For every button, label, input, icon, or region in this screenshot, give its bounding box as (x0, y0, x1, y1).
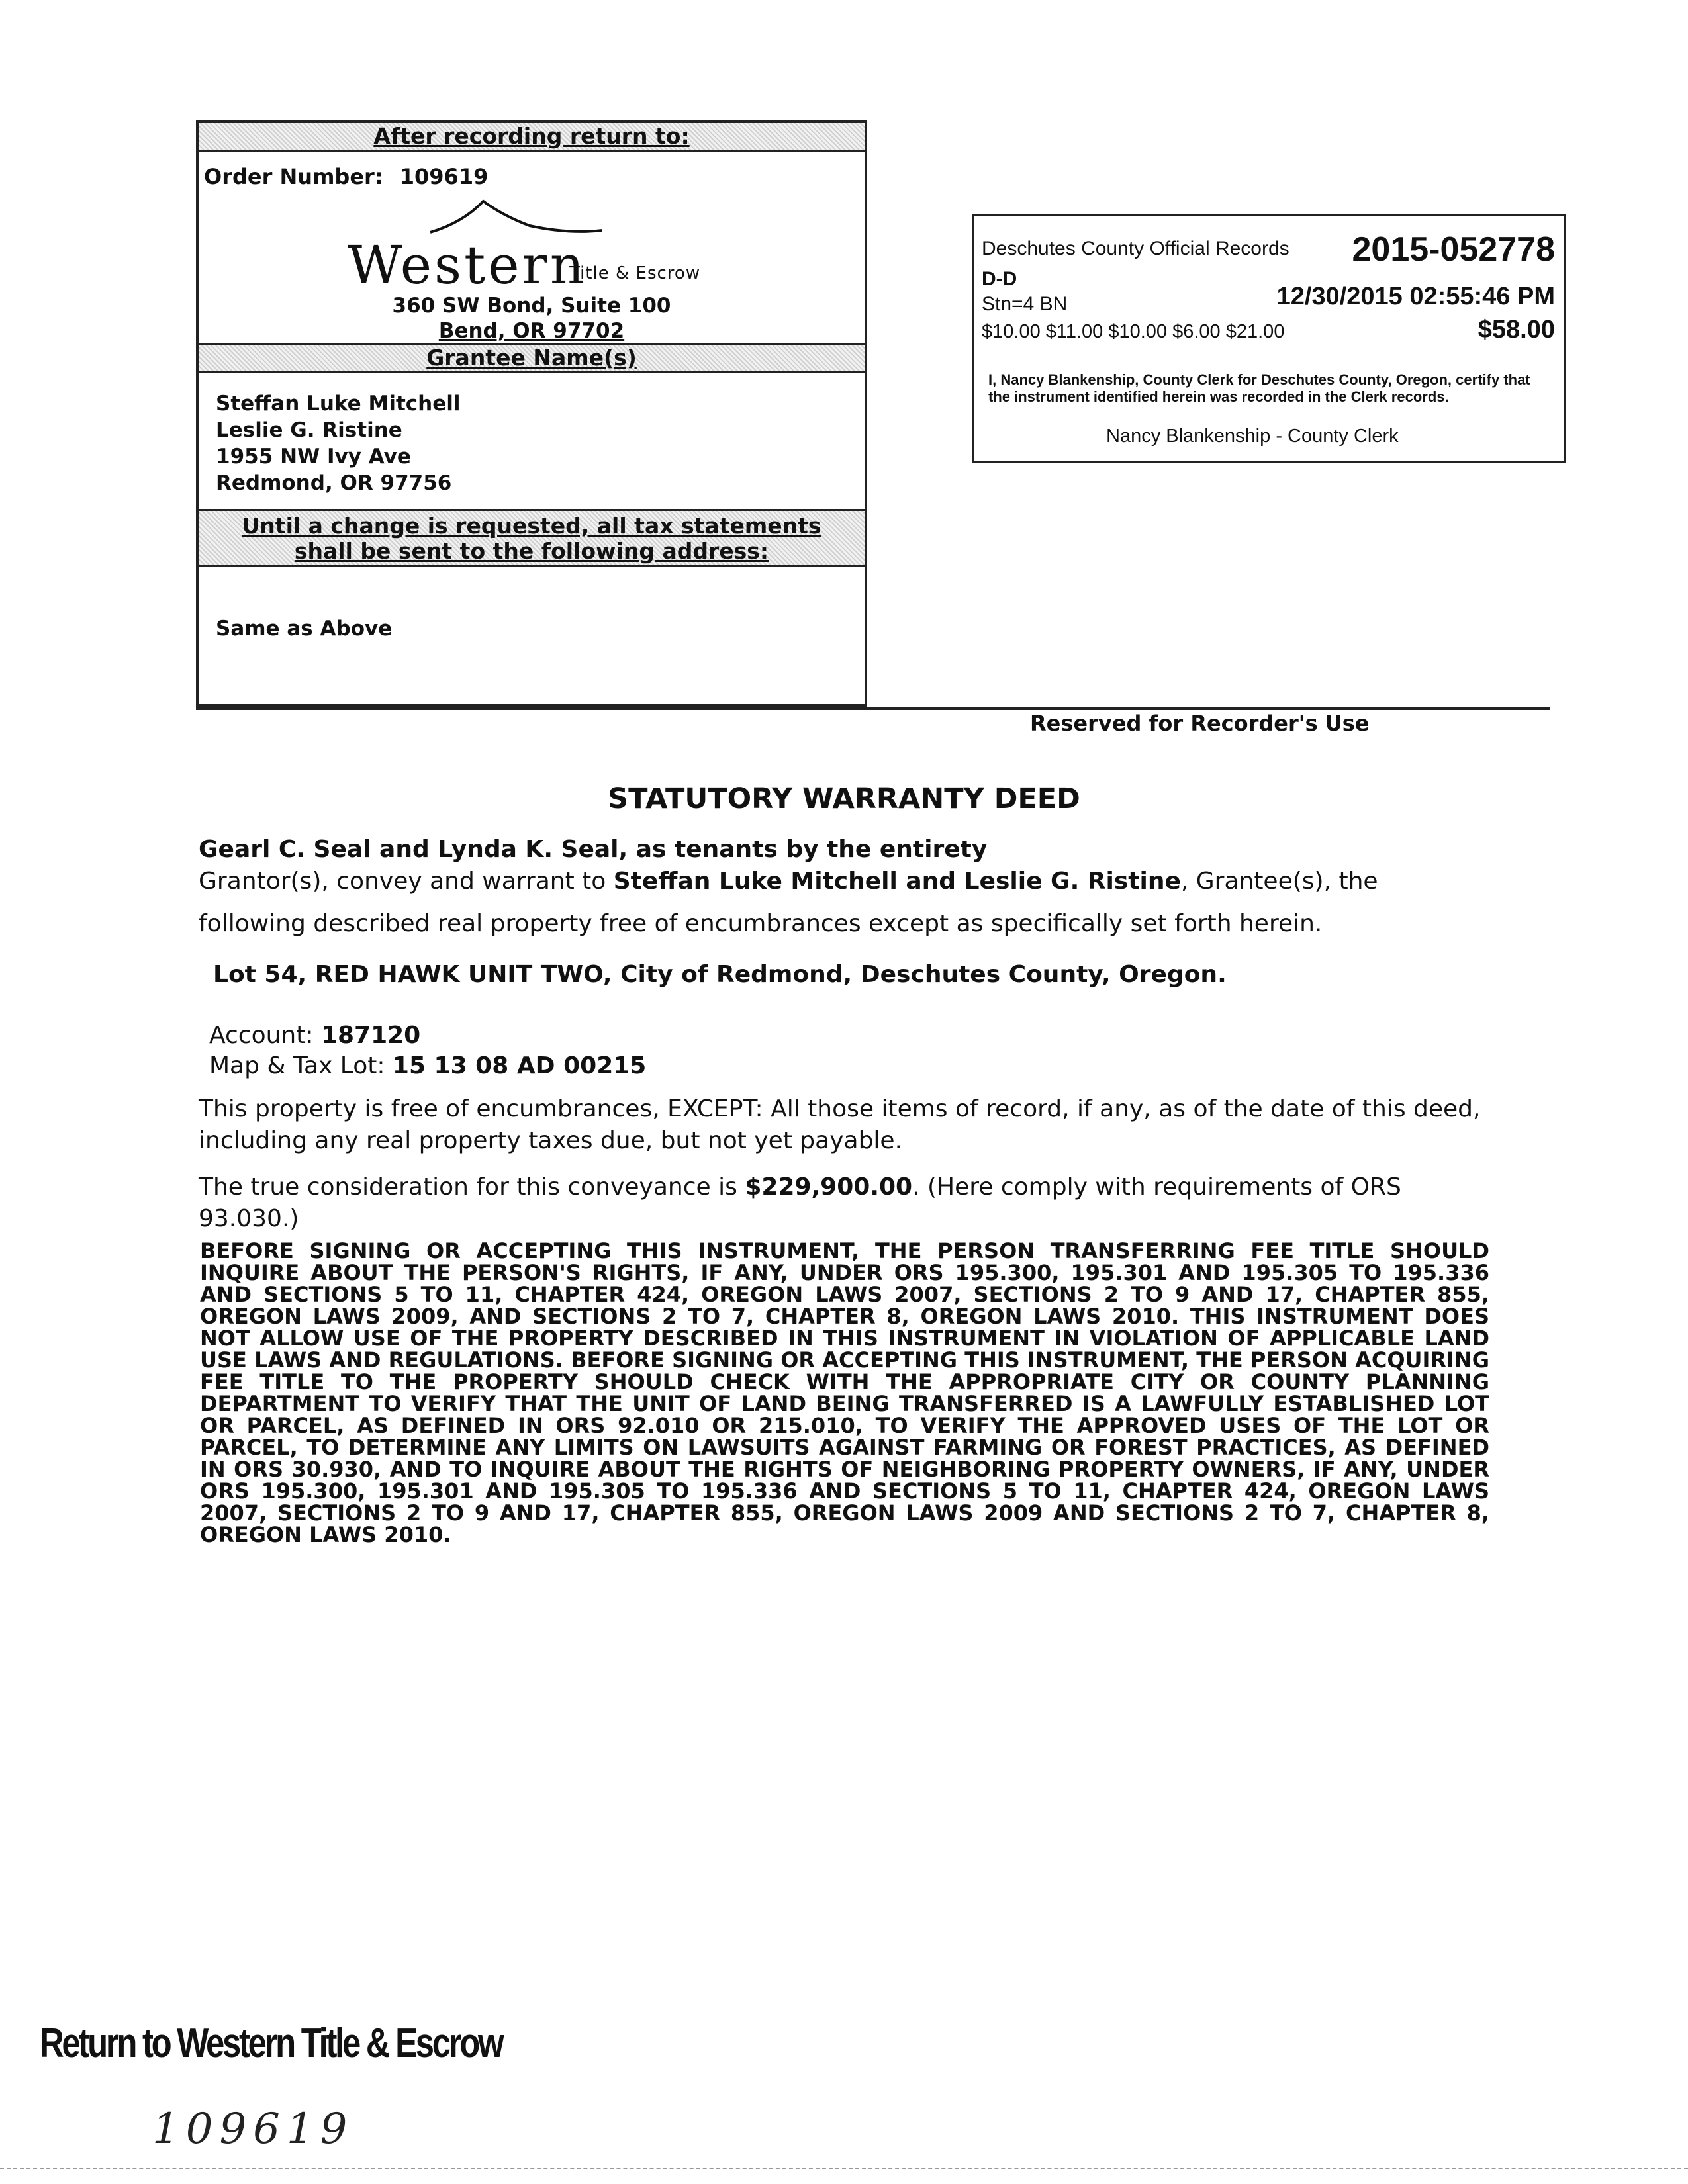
tax-statement-header (199, 511, 865, 567)
document-type: D-D (982, 268, 1017, 290)
company-logo-subtitle: Title & Escrow (569, 263, 701, 283)
recording-datetime: 12/30/2015 02:55:46 PM (1276, 283, 1555, 310)
convey-grantees: Steffan Luke Mitchell and Leslie G. Ristine (613, 868, 1181, 895)
consideration-text-cont: . (Here comply with requirements of ORS 93.030.) (199, 1173, 1401, 1232)
consideration-amount: $229,900.00 (745, 1173, 913, 1201)
recorder-divider (196, 707, 1550, 710)
account-line (209, 1022, 420, 1049)
page-bottom-edge (0, 2168, 1688, 2169)
deed-title: STATUTORY WARRANTY DEED (608, 782, 1080, 815)
map-tax-lot-label: Map & Tax Lot: (209, 1052, 393, 1079)
grantee-section (199, 345, 865, 511)
return-address-box (196, 120, 867, 707)
return-address-line1: 360 SW Bond, Suite 100 (392, 294, 671, 318)
recorder-stamp-box (972, 214, 1566, 463)
convey-text-cont: , Grantee(s), the following described real property free of encumbrances except as specifically set forth herein. (199, 868, 1378, 937)
return-address-line2: Bend, OR 97702 (438, 319, 625, 343)
convey-text: Grantor(s), convey and warrant to (199, 868, 614, 895)
recording-fees: $10.00 $11.00 $10.00 $6.00 $21.00 (982, 321, 1285, 342)
statutory-notice: BEFORE SIGNING OR ACCEPTING THIS INSTRUMENT, THE PERSON TRANSFERRING FEE TITLE SHOULD INQUIRE ABOUT THE PERSON'S RIGHTS, IF ANY, UNDER ORS 195.300, 195.301 AND 195.305 TO 195.336 AND SECTIONS 5 TO 11, CHAPTER 424, OREGON LAWS 2007, SECTIONS 2 TO 9 AND 17, CHAPTER 855, OREGON LAWS 2009, AND SECTIONS 2 TO 7, CHAPTER 8, OREGON LAWS 2010. THIS INSTRUMENT DOES NOT ALLOW USE OF THE PROPERTY DESCRIBED IN THIS INSTRUMENT IN VIOLATION OF APPLICABLE LAND USE LAWS AND REGULATIONS. BEFORE SIGNING OR ACCEPTING THIS INSTRUMENT, THE PERSON ACQUIRING FEE TITLE TO THE PROPERTY SHOULD CHECK WITH THE APPROPRIATE CITY OR COUNTY PLANNING DEPARTMENT TO VERIFY THAT THE UNIT OF LAND BEING TRANSFERRED IS A LAWFULLY ESTABLISHED LOT OR PARCEL, AS DEFINED IN ORS 92.010 OR 215.010, TO VERIFY THE APPROVED USES OF THE LOT OR PARCEL, TO DETERMINE ANY LIMITS ON LAWSUITS AGAINST FARMING OR FOREST PRACTICES, AS DEFINED IN ORS 30.930, AND TO INQUIRE ABOUT THE RIGHTS OF NEIGHBORING PROPERTY OWNERS, IF ANY, UNDER ORS 195.300, 195.301 AND 195.305 TO 195.336 AND SECTIONS 5 TO 11, CHAPTER 424, OREGON LAWS 2007, SECTIONS 2 TO 9 AND 17, CHAPTER 855, OREGON LAWS 2009 AND SECTIONS 2 TO 7, CHAPTER 8, OREGON LAWS 2010. (200, 1238, 1489, 1547)
tax-statement-address: Same as Above (216, 617, 393, 641)
account-value: 187120 (320, 1022, 421, 1049)
return-section (199, 123, 865, 345)
county-clerk-name: Nancy Blankenship - County Clerk (1106, 426, 1399, 447)
consideration-clause (199, 1171, 1489, 1235)
map-tax-lot-value: 15 13 08 AD 00215 (392, 1052, 647, 1079)
company-logo-word: Western (348, 234, 587, 296)
mountain-logo-icon (430, 196, 602, 236)
clerk-certification: I, Nancy Blankenship, County Clerk for Deschutes County, Oregon, certify that the instrument identified herein was recorded in the Clerk records. (988, 371, 1530, 405)
station-id: Stn=4 BN (982, 293, 1068, 315)
legal-description: Lot 54, RED HAWK UNIT TWO, City of Redmond, Deschutes County, Oregon. (213, 961, 1227, 988)
order-number: 109619 (399, 164, 489, 189)
return-stamp: Return to Western Title & Escrow (40, 2021, 502, 2066)
recorder-county: Deschutes County Official Records (982, 238, 1289, 259)
grantee-line: Redmond, OR 97756 (216, 471, 452, 495)
recording-total: $58.00 (1477, 316, 1555, 343)
grantee-line: Leslie G. Ristine (216, 418, 402, 442)
account-label: Account: (209, 1022, 321, 1049)
grantee-line: Steffan Luke Mitchell (216, 392, 461, 416)
order-label: Order Number: (204, 164, 383, 189)
consideration-text: The true consideration for this conveyance is (199, 1173, 745, 1201)
encumbrances-clause: This property is free of encumbrances, EXCEPT: All those items of record, if any, as of the date of this deed, including any real property taxes due, but not yet payable. (199, 1095, 1481, 1154)
return-header: After recording return to: (199, 123, 865, 152)
reserved-for-recorder-label: Reserved for Recorder's Use (1030, 711, 1370, 736)
handwritten-order-number: 109619 (152, 2105, 354, 2154)
grantee-header: Grantee Name(s) (199, 345, 865, 373)
tax-statement-section (199, 511, 865, 707)
map-tax-lot-line (209, 1052, 646, 1079)
tax-header-line2: shall be sent to the following address: (294, 538, 769, 564)
grantee-line: 1955 NW Ivy Ave (216, 445, 411, 469)
record-number: 2015-052778 (1352, 230, 1555, 269)
tax-header-line1: Until a change is requested, all tax statements (242, 513, 821, 539)
grantors: Gearl C. Seal and Lynda K. Seal, as tenants by the entirety (199, 836, 988, 863)
conveyance-clause (199, 860, 1489, 945)
order-number-line (204, 164, 488, 189)
